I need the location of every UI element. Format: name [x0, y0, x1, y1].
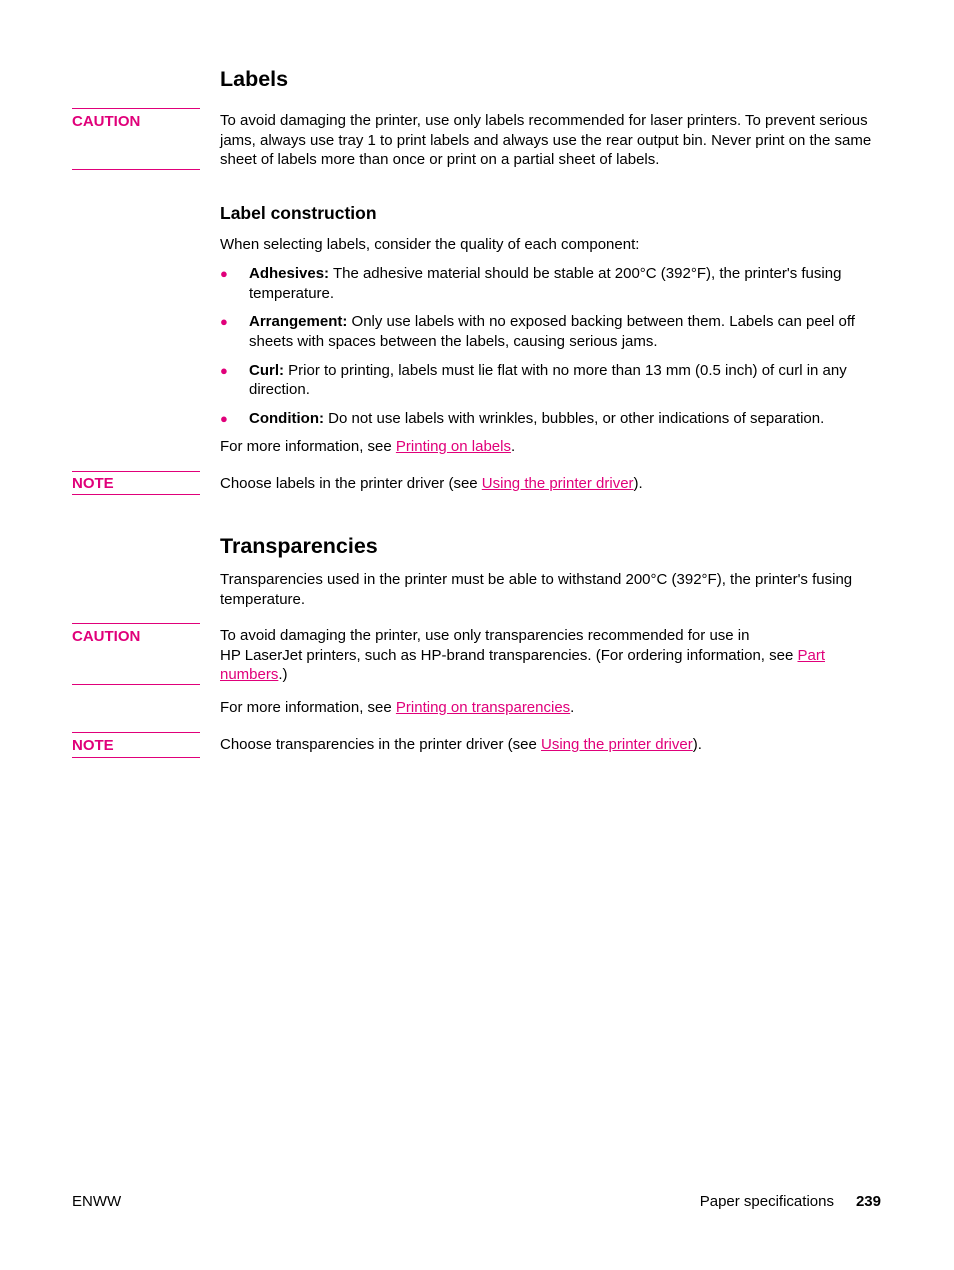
printing-on-transparencies-link[interactable]: Printing on transparencies	[395, 699, 571, 716]
list-item	[220, 312, 880, 351]
labels-heading: Labels	[220, 67, 289, 91]
caution-label: CAUTION	[72, 628, 141, 645]
transparencies-intro: Transparencies used in the printer must be able to withstand 200°C (392°F), the printer's fusing temperature.	[220, 571, 853, 608]
note-bottom-rule	[72, 494, 200, 495]
label-construction-heading: Label construction	[220, 203, 377, 223]
list-item	[220, 264, 880, 303]
note-label: NOTE	[72, 475, 114, 492]
component-bullet-list	[220, 264, 880, 429]
list-item	[220, 361, 880, 400]
part-numbers-link[interactable]: Part	[797, 646, 826, 664]
labels-note-text: Choose labels in the printer driver (see Using the printer driver).	[220, 475, 643, 492]
caution-bottom-rule	[72, 684, 200, 685]
bullet-text: Condition: Do not use labels with wrinkles, bubbles, or other indications of separation.	[249, 410, 825, 428]
transparencies-heading: Transparencies	[220, 534, 378, 558]
footer-right	[700, 1192, 881, 1212]
note-bottom-rule	[72, 757, 200, 758]
list-item	[220, 409, 880, 429]
note-top-rule	[72, 471, 200, 472]
transparencies-caution-text: To avoid damaging the printer, use only transparencies recommended for use in HP LaserJet printers, such as HP-brand transparencies. (For ordering information, see Part numbers.)	[220, 627, 826, 684]
printing-on-labels-link[interactable]: Printing on labels	[395, 438, 511, 455]
bullet-icon: ●	[220, 314, 228, 330]
bullet-text: Curl: Prior to printing, labels must lie flat with no more than 13 mm (0.5 inch) of curl in any direction.	[249, 361, 847, 399]
caution-label: CAUTION	[72, 113, 141, 130]
footer-left: ENWW	[72, 1193, 122, 1210]
caution-top-rule	[72, 623, 200, 624]
caution-top-rule	[72, 108, 200, 109]
transparencies-note-text: Choose transparencies in the printer driver (see Using the printer driver).	[220, 736, 702, 753]
bullet-icon: ●	[220, 362, 228, 378]
note-label: NOTE	[72, 737, 114, 754]
part-numbers-link[interactable]: numbers	[220, 666, 279, 684]
page-number: 239	[855, 1193, 881, 1210]
bullet-text: Adhesives: The adhesive material should be stable at 200°C (392°F), the printer's fusing temperature.	[249, 265, 842, 302]
labels-more-info: For more information, see Printing on labels.	[220, 438, 516, 455]
using-printer-driver-link[interactable]: Using the printer driver	[541, 736, 693, 753]
note-top-rule	[72, 732, 200, 733]
labels-caution-text: To avoid damaging the printer, use only labels recommended for laser printers. To prevent serious jams, always use tray 1 to print labels and always use the rear output bin. Never print on the same sheet of labels more than once or print on a partial sheet of labels.	[220, 112, 872, 169]
using-printer-driver-link[interactable]: Using the printer driver	[481, 475, 634, 492]
footer-section-name: Paper specifications	[699, 1193, 834, 1210]
label-construction-intro: When selecting labels, consider the quality of each component:	[220, 236, 640, 253]
bullet-icon: ●	[220, 266, 228, 281]
bullet-icon: ●	[220, 411, 228, 427]
caution-bottom-rule	[72, 169, 200, 170]
bullet-text: Arrangement: Only use labels with no exposed backing between them. Labels can peel off sheets with spaces between the labels, causing serious jams.	[249, 313, 855, 350]
transparencies-more-info: For more information, see Printing on transparencies.	[220, 699, 575, 716]
